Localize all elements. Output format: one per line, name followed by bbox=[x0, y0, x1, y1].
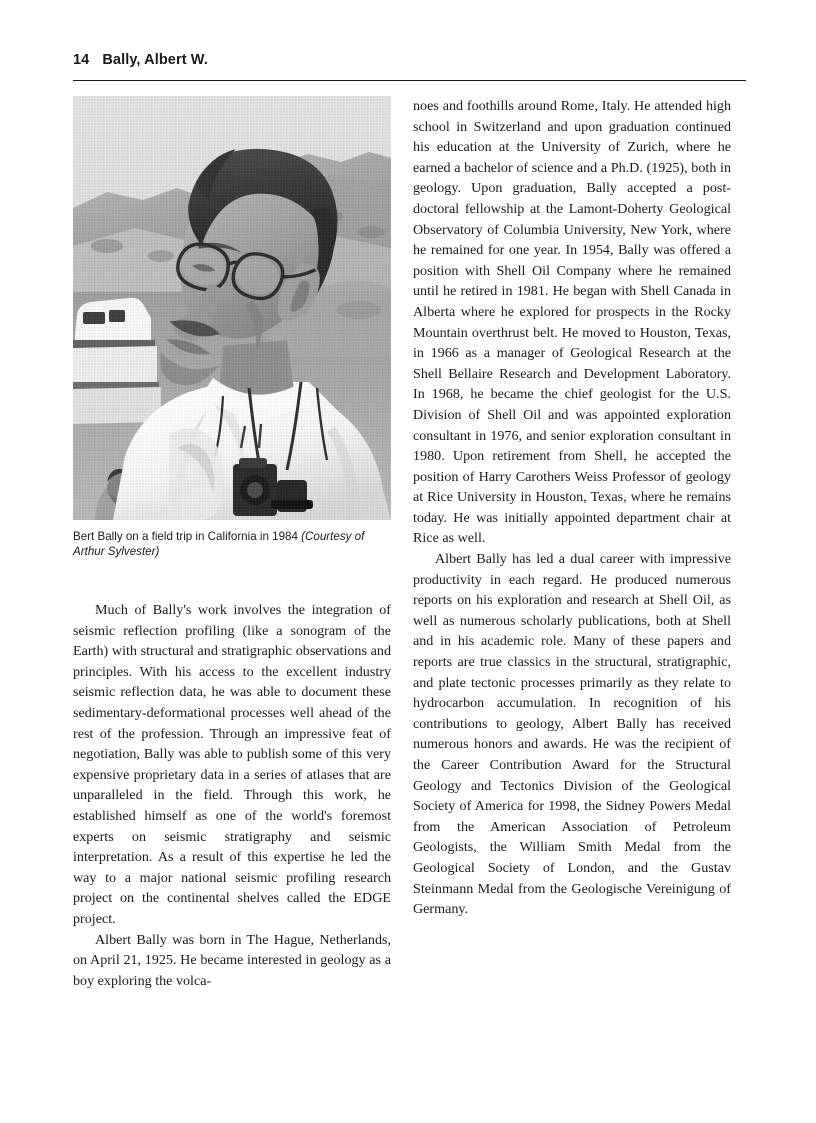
figure-caption bbox=[73, 529, 391, 560]
paragraph: Albert Bally was born in The Hague, Netherlands, on April 21, 1925. He became interested in geology as a boy exploring the volca- bbox=[73, 931, 391, 989]
figure-bert-bally bbox=[73, 96, 391, 560]
caption-text: Bert Bally on a field trip in California in 1984 bbox=[73, 530, 298, 543]
paragraph: noes and foothills around Rome, Italy. He attended high school in Switzerland and upon graduation continued his education at the University of Zurich, where he earned a bachelor of science and a Ph.D. (1925), both in geology. Upon graduation, Bally accepted a post-doctoral fellowship at the Lamont-Doherty Geological Observatory of Columbia University, New York, where he remained for one year. In 1954, Bally was offered a position with Shell Oil Company where he remained until he retired in 1981. He began with Shell Canada in Alberta where he explored for prospects in the Rocky Mountain overthrust belt. He moved to Houston, Texas, in 1966 as a manager of Geological Research at the Shell Bellaire Research and Development Laboratory. In 1968, he became the chief geologist for the U.S. Division of Shell Oil and was appointed exploration consultant in 1976, and senior exploration consultant in 1980. Upon retirement from Shell, he accepted the position of Harry Carothers Weiss Professor of geology at Rice University in Houston, Texas, where he remains today. He was initially appointed department chair at Rice as well. bbox=[413, 98, 731, 547]
running-head-title: Bally, Albert W. bbox=[102, 52, 208, 68]
column-right-body bbox=[413, 96, 731, 920]
running-head bbox=[73, 52, 746, 82]
page-number: 14 bbox=[73, 52, 90, 68]
paragraph: Albert Bally has led a dual career with impressive productivity in each regard. He produced numerous reports on his exploration and research at Shell Oil, as well as numerous scholarly publications, both at Shell and in his academic role. Many of these papers and reports are true classics in the structural, stratigraphic, and plate tectonic processes primarily as they relate to hydrocarbon accumulation. In recognition of his contributions to geology, Albert Bally has received numerous honors and awards. He was the recipient of the Career Contribution Award for the Structural Geology and Tectonics Division of the Geological Society of America for 1998, the Sidney Powers Medal from the American Association of Petroleum Geologists, the William Smith Medal from the Geological Society of London, and the Gustav Steinmann Medal from the Geologische Vereinigung of Germany. bbox=[413, 551, 731, 918]
caption-credit: (Courtesy of Arthur Sylvester) bbox=[73, 530, 365, 559]
photograph bbox=[73, 96, 391, 520]
paragraph: Much of Bally's work involves the integration of seismic reflection profiling (like a sonogram of the Earth) with structural and stratigraphic observations and principles. With his access to the excellent industry seismic reflection data, he was able to document these sedimentary-deformational processes well ahead of the rest of the profession. Through an impressive feat of negotiation, Bally was able to publish some of this very expensive proprietary data in a series of atlases that are unparalleled in the field. Through this work, he established himself as one of the world's foremost experts on seismic stratigraphy and seismic interpretation. As a result of this expertise he led the way to a major national seismic profiling research project on the continental shelves called the EDGE project. bbox=[73, 602, 391, 927]
header-divider bbox=[73, 80, 746, 81]
column-left-body bbox=[73, 600, 391, 991]
